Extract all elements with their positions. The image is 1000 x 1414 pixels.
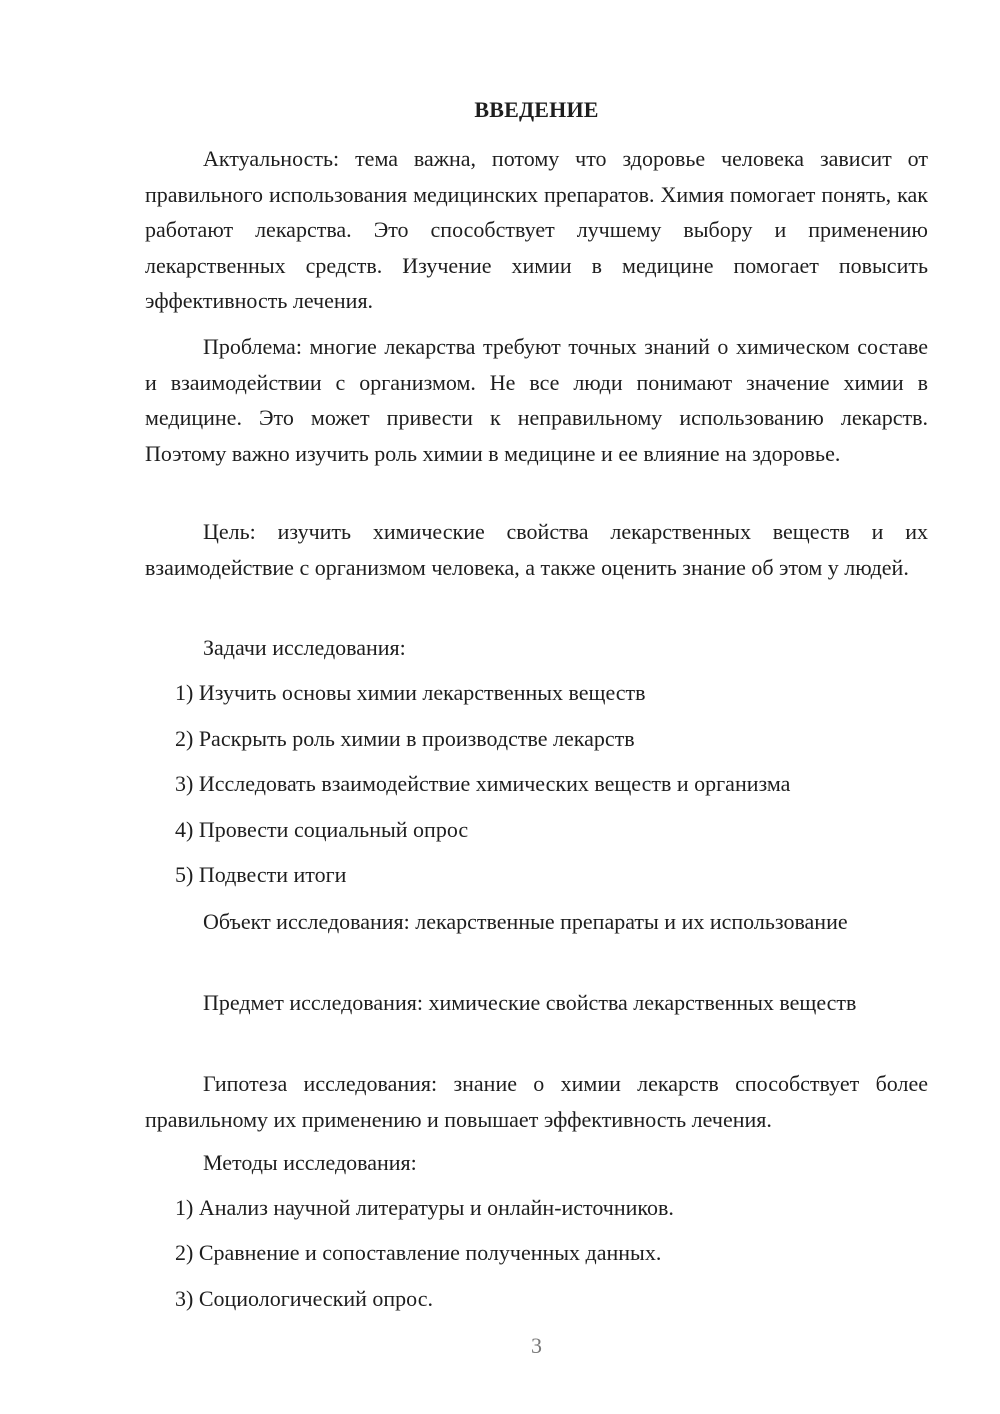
task-item-5: 5) Подвести итоги — [175, 862, 347, 887]
document-page — [145, 0, 928, 1414]
subject-paragraph: Предмет исследования: химические свойства лекарственных веществ — [203, 990, 857, 1015]
task-item-2: 2) Раскрыть роль химии в производстве лекарств — [175, 726, 635, 751]
relevance-paragraph: Актуальность: тема важна, потому что здоровье человека зависит от правильного использования медицинских препаратов. Химия помогает понять, как работают лекарства. Это способствует лучшему выбору и применению лекарственных средств. Изучение химии в медицине помогает повысить эффективность лечения. — [145, 146, 928, 313]
methods-heading: Методы исследования: — [203, 1150, 417, 1175]
problem-paragraph: Проблема: многие лекарства требуют точных знаний о химическом составе и взаимодействии с организмом. Не все люди понимают значение химии в медицине. Это может привести к неправильному использованию лекарств. Поэтому важно изучить роль химии в медицине и ее влияние на здоровье. — [145, 334, 928, 466]
tasks-heading: Задачи исследования: — [203, 635, 406, 660]
method-item-1: 1) Анализ научной литературы и онлайн-источников. — [175, 1195, 674, 1220]
section-title: ВВЕДЕНИЕ — [474, 97, 599, 122]
method-item-2: 2) Сравнение и сопоставление полученных данных. — [175, 1240, 662, 1265]
goal-paragraph: Цель: изучить химические свойства лекарственных веществ и их взаимодействие с организмом человека, а также оценить знание об этом у людей. — [145, 519, 928, 580]
task-item-3: 3) Исследовать взаимодействие химических веществ и организма — [175, 771, 791, 796]
object-paragraph: Объект исследования: лекарственные препараты и их использование — [203, 909, 848, 934]
hypothesis-paragraph: Гипотеза исследования: знание о химии лекарств способствует более правильному их применению и повышает эффективность лечения. — [145, 1071, 928, 1132]
task-item-4: 4) Провести социальный опрос — [175, 817, 469, 842]
task-item-1: 1) Изучить основы химии лекарственных веществ — [175, 680, 646, 705]
method-item-3: 3) Социологический опрос. — [175, 1286, 433, 1311]
page-number: 3 — [531, 1333, 542, 1358]
